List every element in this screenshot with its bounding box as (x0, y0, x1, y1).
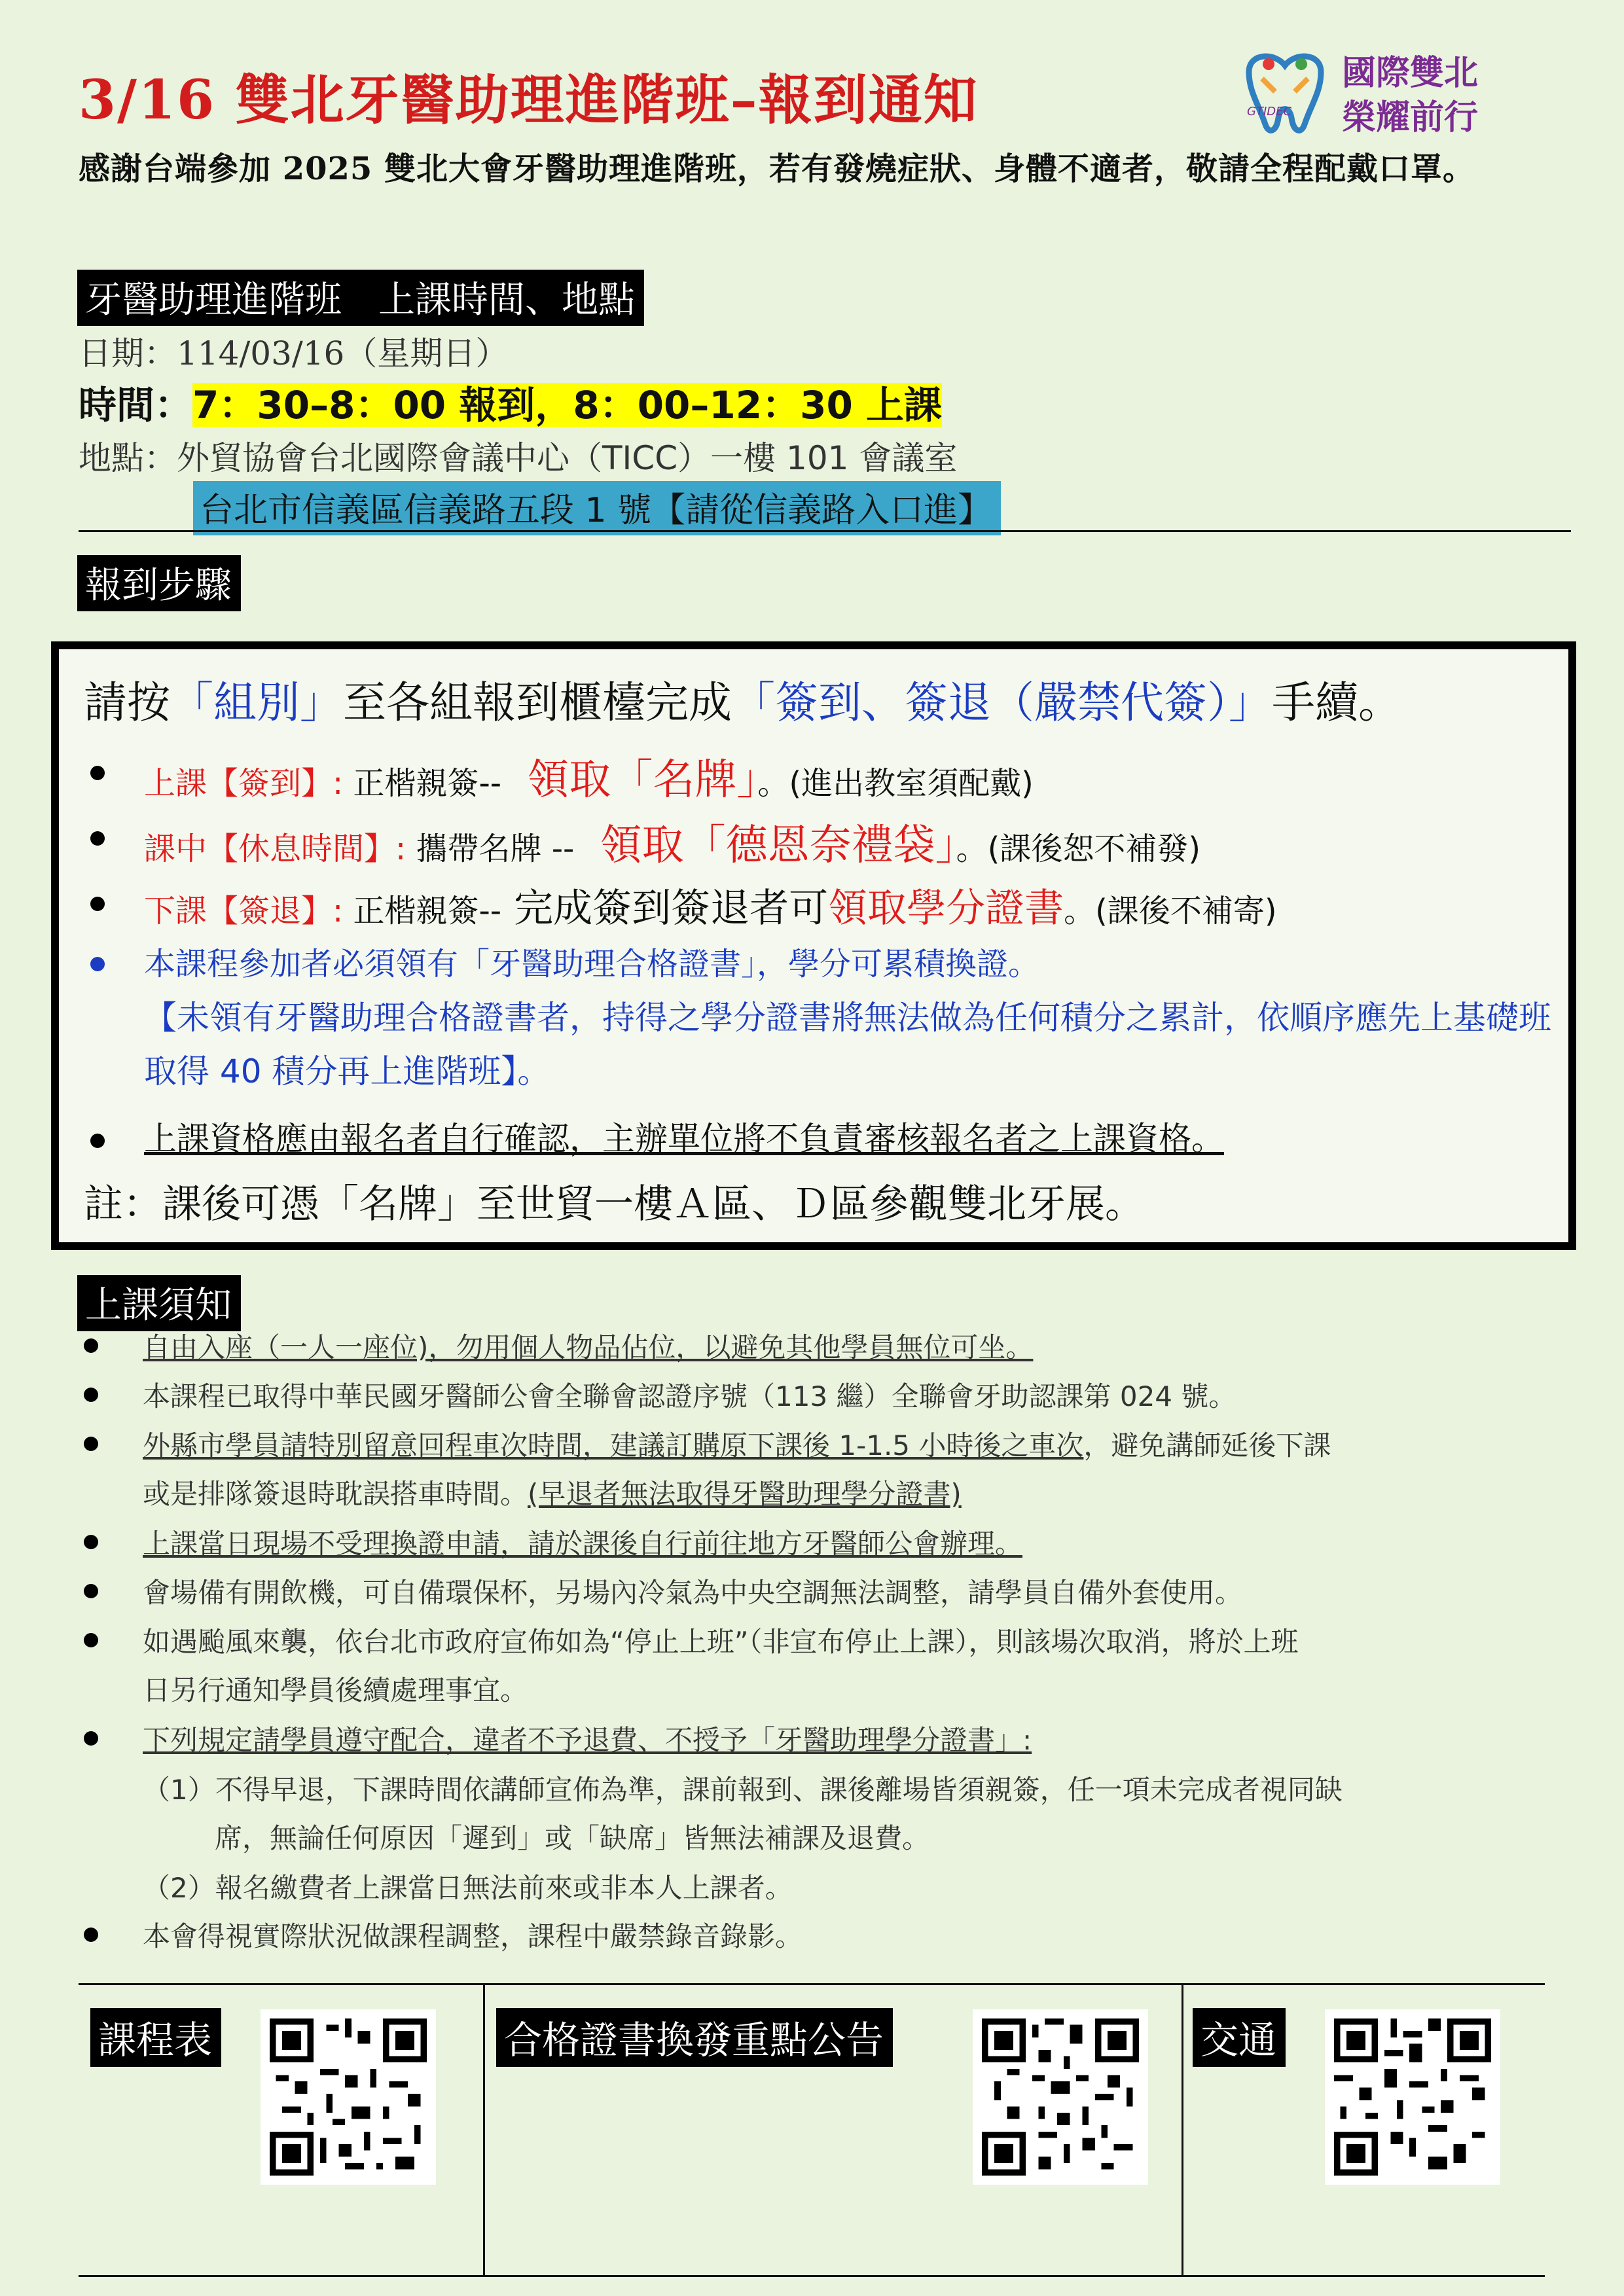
bullet-icon (90, 1134, 105, 1148)
step-label: 上課【簽到】: (144, 765, 344, 802)
rule-item: 下列規定請學員遵守配合，違者不予退費、不授予「牙醫助理學分證書」: (143, 1724, 1032, 1756)
logo-mark-text: GTIDEC (1247, 105, 1292, 118)
footer-divider (483, 1983, 485, 2275)
time-line (79, 374, 942, 429)
rule-item (143, 1424, 1331, 1463)
bullet-icon (84, 1731, 98, 1746)
qr-code-icon (1334, 2018, 1491, 2176)
bullet-icon (84, 1338, 98, 1353)
step-label: 下課【簽退】: (144, 893, 344, 929)
step-highlight: 領取學分證書 (828, 886, 1064, 931)
eligibility-item: 上課資格應由報名者自行確認，主辦單位將不負責審核報名者之上課資格。 (144, 1120, 1224, 1158)
certificate-announcement-label: 合格證書換發重點公告 (496, 2008, 893, 2067)
transport-qr-code[interactable] (1325, 2009, 1500, 2185)
steps-lead-signin: 「簽到、簽退（嚴禁代簽）」 (732, 677, 1272, 728)
section-heading-rules: 上課須知 (77, 1275, 241, 1331)
page-title: 3/16 雙北牙醫助理進階班–報到通知 (79, 69, 979, 132)
footnote: 註：課後可憑「名牌」至世貿一樓Ａ區、Ｄ區參觀雙北牙展。 (84, 1181, 1144, 1227)
intro-text: 感謝台端參加 2025 雙北大會牙醫助理進階班，若有發燒症狀、身體不適者，敬請全程配戴口罩。 (79, 151, 1475, 187)
step-label: 課中【休息時間】: (144, 831, 406, 867)
rule-item-line2: 日另行通知學員後續處理事宜。 (143, 1674, 528, 1706)
steps-lead-text: 請按 (84, 677, 170, 728)
rule-item: 上課當日現場不受理換證申請，請於課後自行前往地方牙醫師公會辦理。 (143, 1528, 1023, 1560)
sub-rule: （2）報名繳費者上課當日無法前來或非本人上課者。 (143, 1872, 793, 1904)
time-value: 7：30–8：00 報到，8：00–12：30 上課 (192, 383, 943, 427)
qr-code-icon (982, 2018, 1139, 2176)
step-text: 正楷親簽-- (343, 765, 502, 802)
sub-rule: （1）不得早退，下課時間依講師宣佈為準，課前報到、課後離場皆須親簽，任一項未完成者視同缺 (143, 1774, 1343, 1806)
bullet-icon (90, 766, 105, 780)
rule-item: 自由入座（一人一座位)，勿用個人物品佔位，以避免其他學員無位可坐。 (143, 1331, 1034, 1363)
step-note: 。(課後恕不補發) (956, 831, 1201, 867)
step-text: 攜帶名牌 -- (406, 831, 575, 867)
step-text: 完成簽到簽退者可 (501, 886, 829, 931)
bullet-icon (84, 1437, 98, 1451)
transport-label: 交通 (1193, 2008, 1286, 2067)
logo-text-line1: 國際雙北 (1342, 54, 1479, 93)
schedule-qr-code[interactable] (261, 2009, 436, 2185)
checkin-steps-box (51, 641, 1576, 1250)
section-heading-schedule: 牙醫助理進階班 上課時間、地點 (77, 270, 644, 326)
footer-divider (1182, 1983, 1183, 2275)
rule-item-emphasis: 外縣市學員請特別留意回程車次時間，建議訂購原下課後 1-1.5 小時後之車次 (143, 1429, 1084, 1462)
step-note: 。(課後不補寄) (1064, 893, 1277, 929)
step-item (144, 746, 1034, 806)
bullet-icon (84, 1633, 98, 1647)
step-item (144, 812, 1200, 872)
rule-item: 本課程已取得中華民國牙醫師公會全聯會認證序號（113 繼）全聯會牙助認課第 024 號。 (143, 1380, 1236, 1412)
steps-lead-text: 至各組報到櫃檯完成 (343, 677, 732, 728)
blue-note: 【未領有牙醫助理合格證書者，持得之學分證書將無法做為任何積分之累計，依順序應先上基礎班取得 40 積分再上進階班】。 (144, 999, 1551, 1090)
qr-code-icon (270, 2018, 427, 2176)
step-item (144, 877, 1277, 933)
bullet-icon (84, 1928, 98, 1942)
tooth-logo-icon (1236, 46, 1334, 144)
bullet-icon (90, 897, 105, 911)
logo-text (1342, 51, 1478, 140)
step-text: 正楷親簽-- (343, 893, 502, 929)
steps-lead-group: 「組別」 (170, 677, 343, 728)
bullet-icon (84, 1388, 98, 1402)
address-line: 台北市信義區信義路五段 1 號【請從信義路入口進】 (193, 481, 1001, 535)
certificate-qr-code[interactable] (973, 2009, 1148, 2185)
time-label: 時間： (79, 383, 193, 427)
blue-item: 本課程參加者必須領有「牙醫助理合格證書」，學分可累積換證。 (144, 946, 1040, 982)
divider (79, 530, 1571, 532)
schedule-label: 課程表 (90, 2008, 221, 2067)
steps-lead (84, 668, 1401, 730)
sub-rule-line2: 席，無論任何原因「遲到」或「缺席」皆無法補課及退費。 (215, 1822, 930, 1854)
bullet-icon (84, 1535, 98, 1549)
location-line: 地點：外貿協會台北國際會議中心（TICC）一樓 101 會議室 (79, 439, 958, 477)
step-highlight: 領取「德恩奈禮袋」 (600, 821, 956, 870)
logo-text-line2: 榮耀前行 (1342, 98, 1479, 137)
rule-item-text: ，避免講師延後下課 (1083, 1429, 1331, 1462)
footer-top-border (79, 1983, 1545, 1985)
rule-item: 本會得視實際狀況做課程調整，課程中嚴禁錄音錄影。 (143, 1920, 803, 1952)
rule-item-text: 或是排隊簽退時耽誤搭車時間。 (143, 1478, 528, 1510)
bullet-icon (84, 1584, 98, 1598)
step-note: 。(進出教室須配戴) (757, 765, 1034, 802)
bullet-icon (90, 831, 105, 846)
steps-lead-text: 手續。 (1272, 677, 1401, 728)
step-highlight: 領取「名牌」 (527, 756, 758, 804)
section-heading-steps: 報到步驟 (77, 555, 241, 611)
date-line: 日期：114/03/16（星期日） (79, 334, 509, 372)
rule-item-line2 (143, 1473, 962, 1512)
bullet-icon (90, 957, 105, 971)
rule-item: 會場備有開飲機，可自備環保杯，另場內冷氣為中央空調無法調整，請學員自備外套使用。 (143, 1577, 1243, 1609)
footer-bottom-border (79, 2275, 1545, 2277)
rule-item-emphasis: (早退者無法取得牙醫助理學分證書) (528, 1478, 962, 1510)
rule-item: 如遇颱風來襲，依台北市政府宣佈如為“停止上班”（非宣布停止上課），則該場次取消，將於上班 (143, 1626, 1299, 1658)
